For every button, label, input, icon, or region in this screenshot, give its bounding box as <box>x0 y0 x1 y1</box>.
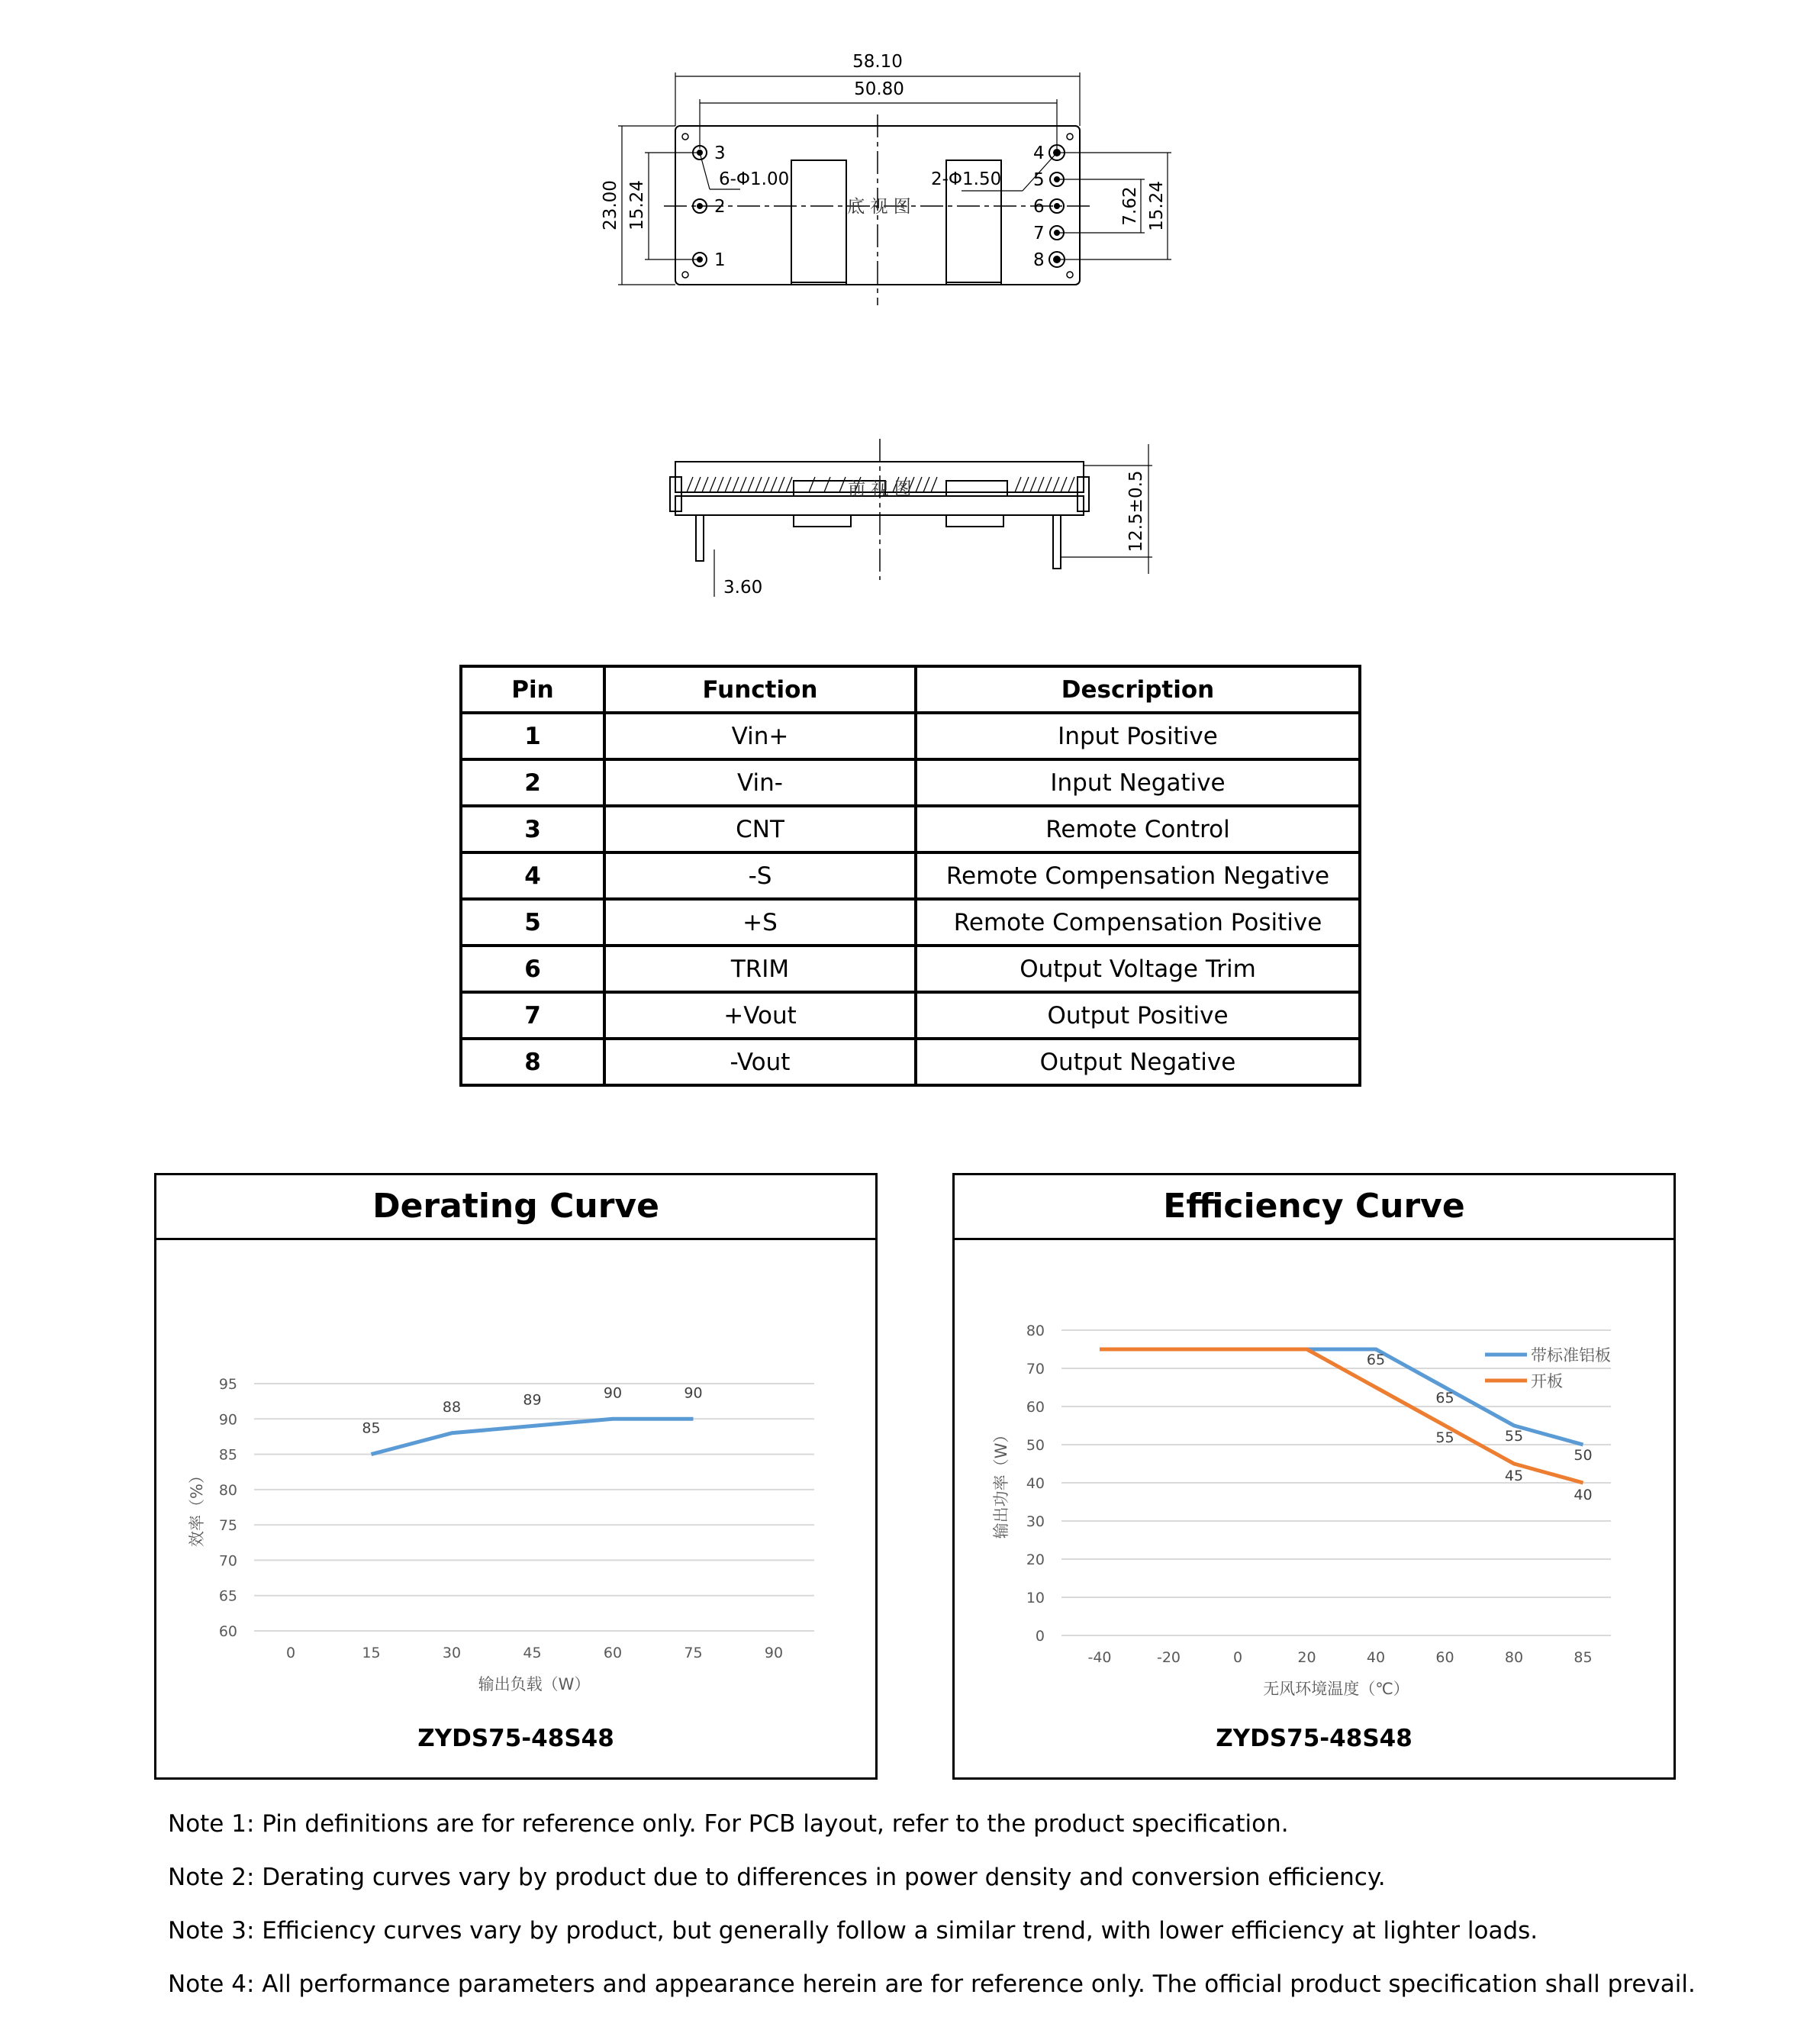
table-row <box>461 992 1360 1039</box>
series-line <box>1100 1349 1583 1483</box>
bottom-view-label: 底 视 图 <box>847 197 911 217</box>
note-3: Note 3: Efficiency curves vary by product, but generally follow a similar trend, with lower efficiency at lighter loads. <box>168 1917 1538 1945</box>
pin-label-7: 7 <box>1033 224 1045 243</box>
pin-label-2: 2 <box>714 197 726 217</box>
y-tick-label: 75 <box>218 1517 237 1535</box>
hole-note-right: 2-Φ1.50 <box>931 169 1002 189</box>
series-line <box>372 1419 694 1454</box>
front-view-drawing <box>656 435 1175 611</box>
x-tick-label: 40 <box>1366 1649 1386 1666</box>
pin-label-3: 3 <box>714 143 726 163</box>
data-label: 85 <box>362 1419 381 1437</box>
x-tick-label: 85 <box>1574 1649 1593 1666</box>
pin-function: Vin- <box>604 759 916 806</box>
efficiency-chart-panel <box>952 1173 1676 1780</box>
y-tick-label: 80 <box>218 1481 237 1499</box>
pin-number: 7 <box>461 992 604 1039</box>
table-row <box>461 806 1360 852</box>
pin-description: Remote Compensation Positive <box>916 899 1360 946</box>
x-tick-label: 0 <box>1232 1649 1243 1666</box>
pin-label-6: 6 <box>1033 197 1045 217</box>
data-label: 65 <box>1435 1390 1454 1406</box>
x-tick-label: 75 <box>684 1645 703 1661</box>
pin-number: 3 <box>461 806 604 852</box>
x-tick-label: 90 <box>764 1645 784 1661</box>
x-tick-label: 60 <box>1435 1649 1454 1666</box>
x-tick-label: -20 <box>1156 1649 1181 1666</box>
y-tick-label: 60 <box>1026 1399 1045 1416</box>
dim-right-pitch-small: 7.62 <box>1120 186 1140 226</box>
header-description: Description <box>916 666 1360 713</box>
y-tick-label: 65 <box>218 1587 237 1605</box>
x-tick-label: 20 <box>1297 1649 1316 1666</box>
y-axis-label: 输出功率（W） <box>992 1426 1010 1539</box>
table-row <box>461 1039 1360 1085</box>
dim-pin-span: 50.80 <box>854 79 904 99</box>
efficiency-model-label: ZYDS75-48S48 <box>1216 1725 1413 1752</box>
derating-chart-title: Derating Curve <box>156 1175 875 1240</box>
pin-label-4: 4 <box>1033 143 1045 163</box>
y-tick-label: 85 <box>218 1446 237 1464</box>
dim-overall-width: 58.10 <box>852 52 903 72</box>
table-row <box>461 899 1360 946</box>
y-tick-label: 95 <box>218 1376 237 1393</box>
legend-label: 带标准铝板 <box>1531 1346 1611 1365</box>
x-tick-label: 80 <box>1504 1649 1524 1666</box>
data-label: 65 <box>1366 1352 1386 1368</box>
y-tick-label: 70 <box>218 1552 237 1570</box>
x-axis-label: 无风环境温度（℃） <box>1263 1680 1409 1698</box>
hole-note-left: 6-Φ1.00 <box>719 169 790 189</box>
y-tick-label: 80 <box>1026 1323 1045 1339</box>
pin-function: CNT <box>604 806 916 852</box>
derating-chart-panel <box>154 1173 878 1780</box>
y-tick-label: 50 <box>1026 1437 1045 1454</box>
pin-number: 2 <box>461 759 604 806</box>
x-axis-label: 输出负载（W） <box>478 1675 591 1693</box>
pin-number: 1 <box>461 713 604 759</box>
x-tick-label: -40 <box>1087 1649 1112 1666</box>
pin-function: +S <box>604 899 916 946</box>
dim-side-height: 12.5±0.5 <box>1126 470 1146 553</box>
pin-description: Output Positive <box>916 992 1360 1039</box>
data-label: 89 <box>523 1391 542 1409</box>
pin-definition-table <box>459 665 1361 1087</box>
y-tick-label: 70 <box>1026 1361 1045 1378</box>
pin-label-5: 5 <box>1033 170 1045 190</box>
pin-function: -S <box>604 852 916 899</box>
header-function: Function <box>604 666 916 713</box>
pin-function: Vin+ <box>604 713 916 759</box>
note-2: Note 2: Derating curves vary by product due to differences in power density and conversion efficiency. <box>168 1864 1386 1891</box>
pin-description: Input Negative <box>916 759 1360 806</box>
y-tick-label: 40 <box>1026 1475 1045 1492</box>
derating-model-label: ZYDS75-48S48 <box>417 1725 614 1752</box>
data-label: 45 <box>1504 1468 1524 1484</box>
legend-label: 开板 <box>1531 1372 1563 1390</box>
table-row <box>461 759 1360 806</box>
pin-label-1: 1 <box>714 250 726 270</box>
y-tick-label: 10 <box>1026 1590 1045 1606</box>
data-label: 90 <box>603 1384 623 1402</box>
table-row <box>461 852 1360 899</box>
data-label: 90 <box>684 1384 703 1402</box>
x-tick-label: 0 <box>285 1645 296 1661</box>
data-label: 88 <box>442 1398 462 1416</box>
y-tick-label: 30 <box>1026 1513 1045 1530</box>
pin-number: 4 <box>461 852 604 899</box>
y-axis-label: 效率（%） <box>188 1468 206 1547</box>
pin-description: Input Positive <box>916 713 1360 759</box>
y-tick-label: 20 <box>1026 1552 1045 1568</box>
pin-description: Remote Control <box>916 806 1360 852</box>
pin-description: Output Voltage Trim <box>916 946 1360 992</box>
x-tick-label: 15 <box>362 1645 381 1661</box>
note-1: Note 1: Pin definitions are for reference only. For PCB layout, refer to the product specification. <box>168 1810 1289 1838</box>
x-tick-label: 30 <box>442 1645 462 1661</box>
data-label: 55 <box>1504 1428 1524 1445</box>
pin-function: +Vout <box>604 992 916 1039</box>
dim-height: 23.00 <box>601 180 620 230</box>
pin-description: Remote Compensation Negative <box>916 852 1360 899</box>
bottom-view-drawing <box>580 42 1190 317</box>
note-4: Note 4: All performance parameters and appearance herein are for reference only. The official product specification shall prevail. <box>168 1970 1696 1998</box>
table-header-row <box>461 666 1360 713</box>
dim-right-pitch-large: 15.24 <box>1147 181 1167 231</box>
y-tick-label: 0 <box>1035 1628 1045 1645</box>
data-label: 55 <box>1435 1429 1454 1446</box>
pin-function: TRIM <box>604 946 916 992</box>
table-row <box>461 946 1360 992</box>
pin-label-8: 8 <box>1033 250 1045 270</box>
dim-pin-length: 3.60 <box>723 578 763 598</box>
y-tick-label: 60 <box>218 1623 237 1640</box>
pin-function: -Vout <box>604 1039 916 1085</box>
y-tick-label: 90 <box>218 1411 237 1429</box>
front-view-label: 前 视 图 <box>848 479 912 499</box>
derating-chart <box>156 1240 875 1698</box>
efficiency-chart <box>955 1240 1673 1698</box>
x-tick-label: 60 <box>603 1645 623 1661</box>
dim-left-pitch: 15.24 <box>627 180 647 230</box>
table-row <box>461 713 1360 759</box>
x-tick-label: 45 <box>523 1645 542 1661</box>
pin-number: 8 <box>461 1039 604 1085</box>
pin-description: Output Negative <box>916 1039 1360 1085</box>
data-label: 40 <box>1574 1487 1593 1503</box>
pin-number: 6 <box>461 946 604 992</box>
header-pin: Pin <box>461 666 604 713</box>
efficiency-chart-title: Efficiency Curve <box>955 1175 1673 1240</box>
pin-number: 5 <box>461 899 604 946</box>
data-label: 50 <box>1574 1447 1593 1464</box>
